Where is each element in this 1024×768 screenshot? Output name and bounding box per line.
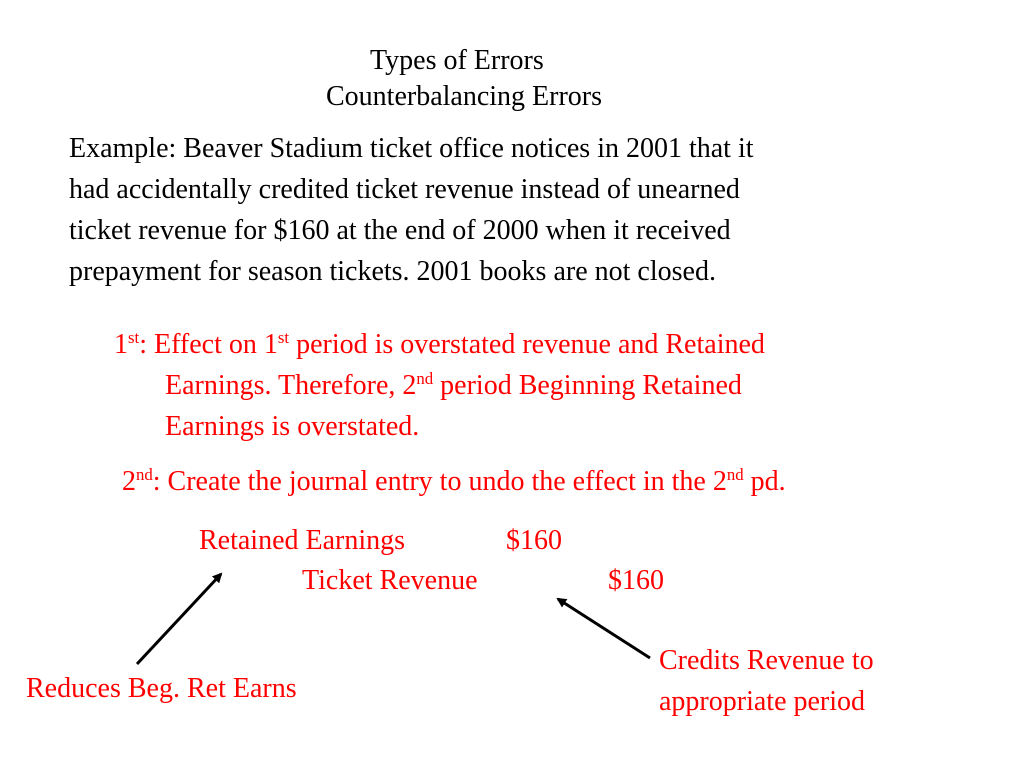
- note-reduces-retained-earnings: Reduces Beg. Ret Earns: [26, 673, 297, 704]
- second-step: [122, 461, 786, 502]
- first-step: [114, 324, 765, 447]
- arrow-to-ticket-revenue: [558, 599, 650, 658]
- second-step-text-a: : Create the journal entry to undo the effect in the 2: [152, 466, 727, 497]
- journal-credit-account: Ticket Revenue: [302, 565, 478, 596]
- first-step-line-3: Earnings is overstated.: [165, 411, 420, 442]
- note-credits-revenue-line-2: appropriate period: [659, 686, 866, 717]
- slide-subtitle: Counterbalancing Errors: [326, 81, 603, 112]
- first-step-line-2-sup: nd: [416, 368, 434, 388]
- first-step-line-2-b: period Beginning Retained: [433, 370, 742, 401]
- note-credits-revenue: [659, 640, 874, 722]
- journal-credit-amount: $160: [608, 565, 664, 596]
- first-step-text-b: period is overstated revenue and Retained: [289, 329, 765, 360]
- first-step-line-2-a: Earnings. Therefore, 2: [165, 370, 417, 401]
- slide-title: Types of Errors: [370, 45, 544, 76]
- journal-debit-amount: $160: [506, 525, 562, 556]
- first-step-line-2: [114, 365, 765, 406]
- first-step-text-a: : Effect on 1: [139, 329, 278, 360]
- second-step-text-b: pd.: [743, 466, 786, 497]
- example-line-4: prepayment for season tickets. 2001 books are not closed.: [69, 256, 716, 287]
- example-line-3: ticket revenue for $160 at the end of 2000 when it received: [69, 215, 731, 246]
- example-paragraph: [69, 128, 754, 292]
- journal-debit-account: Retained Earnings: [199, 525, 406, 556]
- second-step-number-suffix: nd: [136, 464, 153, 484]
- second-step-sup-a: nd: [726, 464, 744, 484]
- second-step-number: 2: [122, 466, 136, 497]
- example-line-2: had accidentally credited ticket revenue instead of unearned: [69, 174, 740, 205]
- first-step-line-1: [114, 324, 765, 365]
- note-credits-revenue-line-1: Credits Revenue to: [659, 645, 874, 676]
- first-step-number-suffix: st: [128, 327, 140, 347]
- example-line-1: Example: Beaver Stadium ticket office notices in 2001 that it: [69, 133, 754, 164]
- first-step-number: 1: [114, 329, 128, 360]
- first-step-sup-a: st: [277, 327, 290, 347]
- arrow-to-retained-earnings: [137, 574, 221, 664]
